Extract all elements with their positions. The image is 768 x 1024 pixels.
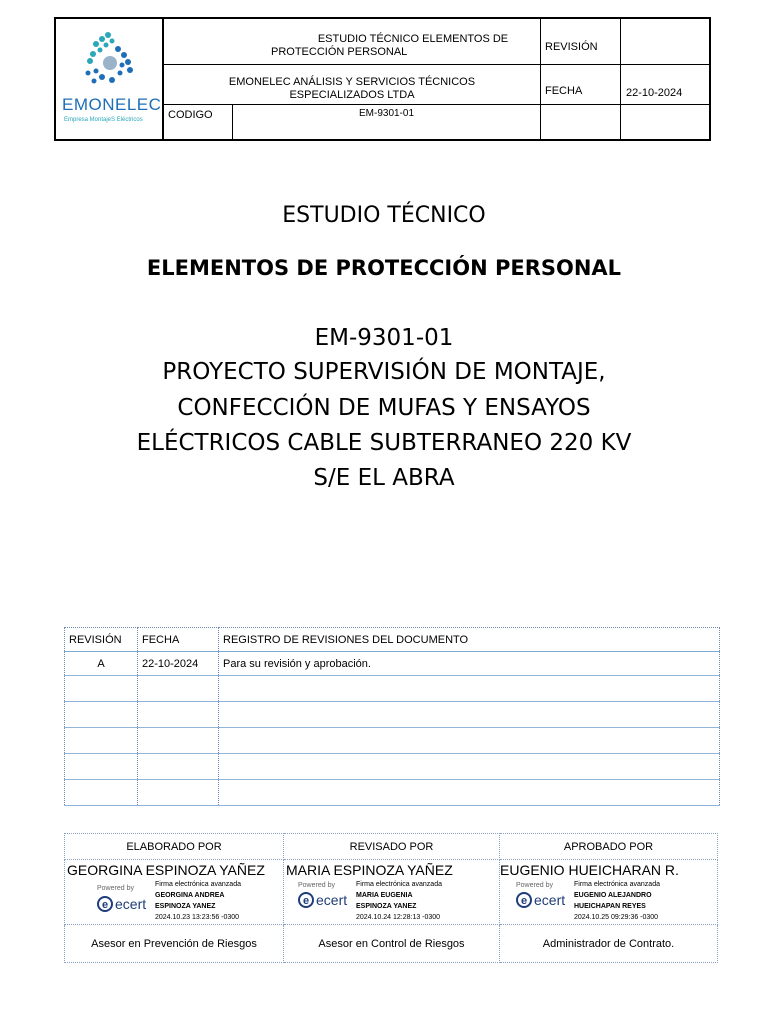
sig-date: 2024.10.25 09:29:36 -0300 (574, 914, 659, 921)
table-cell (65, 728, 138, 754)
signer-role: Asesor en Control de Riesgos (284, 925, 500, 963)
fecha-label: FECHA (545, 85, 583, 97)
header-cell: REVISIÓN (65, 628, 138, 652)
company-logo (60, 25, 160, 131)
logo-tagline: Empresa MontajeS Eléctricos (64, 117, 143, 123)
ecert-icon: e (516, 892, 532, 908)
table-row (65, 652, 720, 676)
ecert-brand: ecert (316, 892, 348, 908)
signer-role: Administrador de Contrato. (500, 925, 718, 963)
powered-by-label: Powered by (298, 882, 335, 889)
signer-name: EUGENIO HUEICHARAN R. (500, 862, 679, 878)
revision-label: REVISIÓN (545, 41, 598, 53)
signer-role: Asesor en Prevención de Riesgos (65, 925, 284, 963)
codigo-label: CODIGO (168, 109, 213, 121)
header-doc-title-line2: PROTECCIÓN PERSONAL (271, 46, 408, 58)
sig-name-2: ESPINOZA YANEZ (356, 903, 417, 910)
table-cell: A (65, 652, 138, 676)
powered-by-label: Powered by (97, 885, 134, 892)
table-cell (138, 780, 219, 806)
sig-title: Firma electrónica avanzada (356, 881, 442, 888)
header-company (164, 76, 540, 102)
header-cell: FECHA (138, 628, 219, 652)
header-doc-title-line1: ESTUDIO TÉCNICO ELEMENTOS DE (317, 33, 509, 45)
header-company-line2: ESPECIALIZADOS LTDA (289, 89, 415, 101)
header-cell: REGISTRO DE REVISIONES DEL DOCUMENTO (219, 628, 720, 652)
table-row (65, 780, 720, 806)
document-header (54, 17, 711, 141)
digital-signature-stamp (356, 880, 442, 922)
fecha-value: 22-10-2024 (626, 87, 683, 99)
table-cell (65, 754, 138, 780)
title-subject: ELEMENTOS DE PROTECCIÓN PERSONAL (146, 256, 622, 280)
sig-name-1: GEORGINA ANDREA (155, 892, 225, 899)
table-cell (219, 728, 720, 754)
table-cell (219, 676, 720, 702)
ecert-logo (298, 892, 347, 908)
table-cell (219, 702, 720, 728)
table-cell (138, 754, 219, 780)
table-cell: 22-10-2024 (138, 652, 219, 676)
sig-title: Firma electrónica avanzada (155, 881, 241, 888)
project-line-1: PROYECTO SUPERVISIÓN DE MONTAJE, (162, 359, 606, 385)
signature-header-row (65, 834, 718, 860)
sig-name-2: ESPINOZA YANEZ (155, 903, 216, 910)
powered-by-label: Powered by (516, 882, 553, 889)
signatures-table (64, 833, 718, 963)
ecert-icon: e (97, 896, 113, 912)
header-cell: ELABORADO POR (65, 834, 284, 860)
digital-signature-stamp (155, 880, 241, 922)
table-header-row (65, 628, 720, 652)
title-code: EM-9301-01 (314, 325, 454, 351)
codigo-value: EM-9301-01 (358, 108, 415, 119)
logo-graphic-icon (60, 25, 160, 95)
title-main: ESTUDIO TÉCNICO (282, 203, 486, 228)
table-cell (65, 676, 138, 702)
signature-cell (284, 860, 500, 925)
ecert-brand: ecert (115, 896, 147, 912)
table-cell (138, 702, 219, 728)
table-row (65, 676, 720, 702)
project-line-3: ELÉCTRICOS CABLE SUBTERRANEO 220 KV (136, 430, 632, 456)
project-line-2: CONFECCIÓN DE MUFAS Y ENSAYOS (177, 395, 591, 421)
sig-title: Firma electrónica avanzada (574, 881, 660, 888)
ecert-logo (516, 892, 565, 908)
sig-name-1: EUGENIO ALEJANDRO (574, 892, 652, 899)
signer-name: MARIA ESPINOZA YAÑEZ (286, 862, 453, 878)
table-cell (65, 702, 138, 728)
sig-name-2: HUEICHAPAN REYES (574, 903, 646, 910)
sig-date: 2024.10.23 13:23:56 -0300 (155, 914, 240, 921)
ecert-icon: e (298, 892, 314, 908)
table-cell (219, 780, 720, 806)
table-cell (138, 676, 219, 702)
table-cell (219, 754, 720, 780)
header-cell: APROBADO POR (500, 834, 718, 860)
signature-row (65, 860, 718, 925)
digital-signature-stamp (574, 880, 660, 922)
signer-name: GEORGINA ESPINOZA YAÑEZ (67, 862, 265, 878)
header-cell: REVISADO POR (284, 834, 500, 860)
table-row (65, 754, 720, 780)
ecert-logo (97, 896, 146, 912)
table-cell (138, 728, 219, 754)
table-row (65, 702, 720, 728)
table-cell: Para su revisión y aprobación. (219, 652, 720, 676)
signature-cell (500, 860, 718, 925)
sig-name-1: MARIA EUGENIA (356, 892, 413, 899)
logo-text: EMONELEC (62, 95, 162, 114)
ecert-brand: ecert (534, 892, 566, 908)
project-line-4: S/E EL ABRA (313, 465, 455, 491)
table-row (65, 728, 720, 754)
header-doc-title (271, 33, 531, 59)
table-cell (65, 780, 138, 806)
sig-date: 2024.10.24 12:28:13 -0300 (356, 914, 441, 921)
signature-cell (65, 860, 284, 925)
signature-role-row (65, 925, 718, 963)
header-company-line1: EMONELEC ANÁLISIS Y SERVICIOS TÉCNICOS (228, 76, 476, 88)
revisions-table (64, 627, 720, 806)
